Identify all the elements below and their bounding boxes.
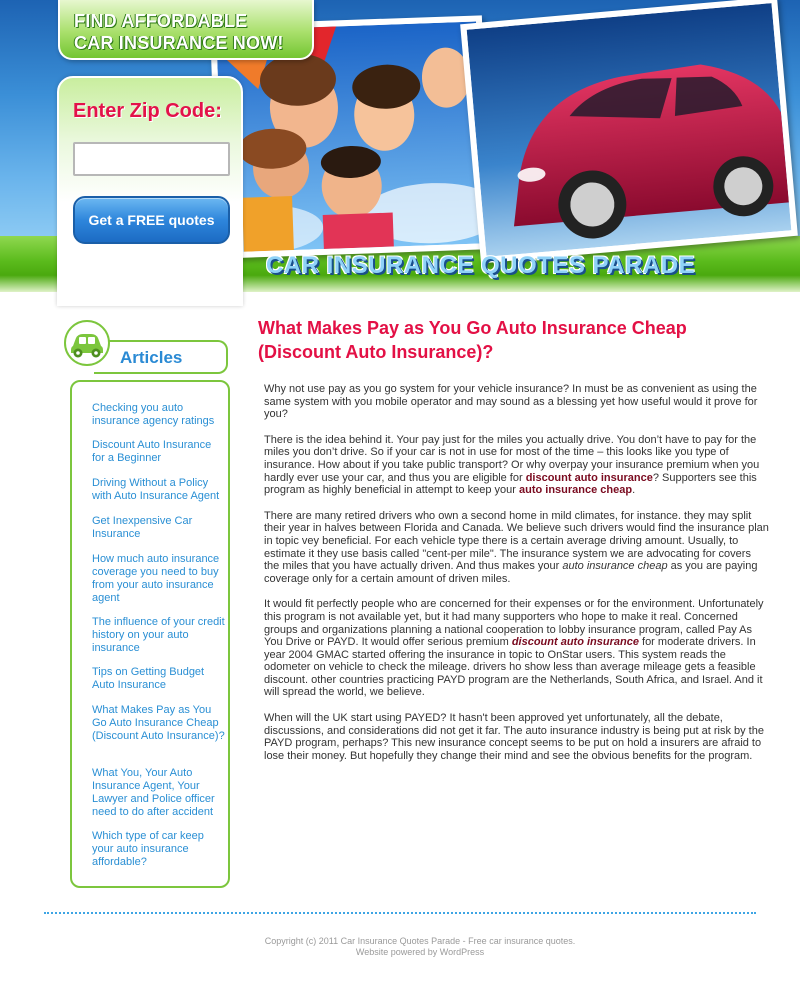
article-paragraph-1: Why not use pay as you go system for your vehicle insurance? In must be as convenient as using the same system with you mobile operator and may sound as a blessing yet how useful would it prove for you? [264, 383, 758, 421]
article-link[interactable]: Discount Auto Insurance for a Beginner [92, 439, 212, 464]
article-link[interactable]: Driving Without a Policy with Auto Insurance Agent [92, 477, 220, 502]
footer [0, 936, 800, 958]
find-affordable-banner [58, 0, 314, 60]
zip-label: Enter Zip Code: [73, 100, 222, 122]
zip-code-input[interactable] [73, 142, 230, 176]
car-icon-shape [66, 322, 108, 364]
article [258, 316, 770, 775]
articles-title-box [94, 340, 228, 374]
car-photo [460, 0, 798, 263]
article-link[interactable]: Tips on Getting Budget Auto Insurance [92, 666, 205, 691]
banner-line-1: FIND AFFORDABLE [74, 11, 248, 31]
red-car-image [467, 3, 792, 257]
footer-powered-by: Website powered by WordPress [355, 947, 485, 957]
articles-list [70, 380, 230, 888]
auto-insurance-cheap-link[interactable]: auto insurance cheap [518, 484, 633, 497]
article-paragraph-2: There is the idea behind it. Your pay just for the miles you actually drive. You don’t have to pay for the miles you don’t drive. So if your car is not in use for most of the time – this looks like you type of insurance. How about if you take public transport? Or why overpay your insurance premium when you hardly ever use your car, and thus you are eligible for discount auto insurance? Supporters see this program as highly beneficial in attempt to keep your auto insurance cheap. [264, 433, 760, 497]
footer-divider [44, 912, 756, 914]
article-title: What Makes Pay as You Go Auto Insurance Cheap (Discount Auto Insurance)? [258, 318, 687, 362]
article-body [264, 383, 769, 762]
article-link[interactable]: What Makes Pay as You Go Auto Insurance Cheap (Discount Auto Insurance)? [92, 704, 225, 742]
get-free-quotes-button[interactable]: Get a FREE quotes [73, 196, 230, 244]
article-link[interactable]: Checking you auto insurance agency ratings [92, 402, 215, 427]
article-paragraph-4: It would fit perfectly people who are concerned for their expenses or for the environment. Unfortunately this program is not available yet, but it had many supporters who hope to make it real. Concerned groups and organizations planning a national cooperation to lobby insurance program, called Pay As You Drive or PAYD. It would offer serious premium discount auto insurance for moderate drivers. In year 2004 GMAC started offering the insurance in topic to OnStar users. This system reads the odometer on vehicle to check the mileage. drivers ho show less than average mileage gets a feasible discount. other countries practicing PAYD program are the Netherlands, South Africa, and Israel. And it will spread the world, we believe. [264, 598, 764, 699]
article-link[interactable]: Get Inexpensive Car Insurance [92, 515, 193, 540]
site-title: CAR INSURANCE QUOTES PARADE [266, 252, 696, 279]
article-link[interactable]: The influence of your credit history on your auto insurance [92, 616, 225, 654]
banner-line-2: CAR INSURANCE NOW! [74, 33, 284, 53]
article-link[interactable]: What You, Your Auto Insurance Agent, Your Lawyer and Police officer need to do after accident [92, 767, 215, 818]
footer-copyright: Copyright (c) 2011 Car Insurance Quotes Parade - Free car insurance quotes. [264, 936, 576, 946]
article-link[interactable]: Which type of car keep your auto insurance affordable? [92, 830, 204, 868]
articles-header [64, 320, 230, 376]
zip-panel [57, 76, 243, 306]
discount-auto-insurance-link[interactable]: discount auto insurance [525, 471, 653, 484]
article-paragraph-3: There are many retired drivers who own a second home in mild climates, for instance. they may split their year in halves between Florida and Canada. We believe such drivers would find the insurance plan in topic vey beneficial. For each vehicle type there is a certain average driving amount. Usually, to estimate it they use basis called "cent-per mile". The insurance system we are advocating for covers the miles that you have actually driven. And thus makes your auto insurance cheap as you are paying coverage only for a certain amount of driven miles. [264, 509, 769, 585]
car-icon [64, 320, 110, 366]
discount-auto-insurance-link-2[interactable]: discount auto insurance [511, 636, 639, 649]
articles-title: Articles [120, 348, 183, 367]
article-paragraph-5: When will the UK start using PAYED? It hasn't been approved yet unfortunately, all the debate, discussions, and considerations did not get it far. The auto insurance industry is being put at risk by the PAYD program, perhaps? This new insurance concept seems to be put on hold a insurers are afraid to lose their money. But hopefully they change their mind and see the obvious benefits for the program. [264, 712, 764, 762]
article-link[interactable]: How much auto insurance coverage you need to buy from your auto insurance agent [92, 553, 220, 604]
